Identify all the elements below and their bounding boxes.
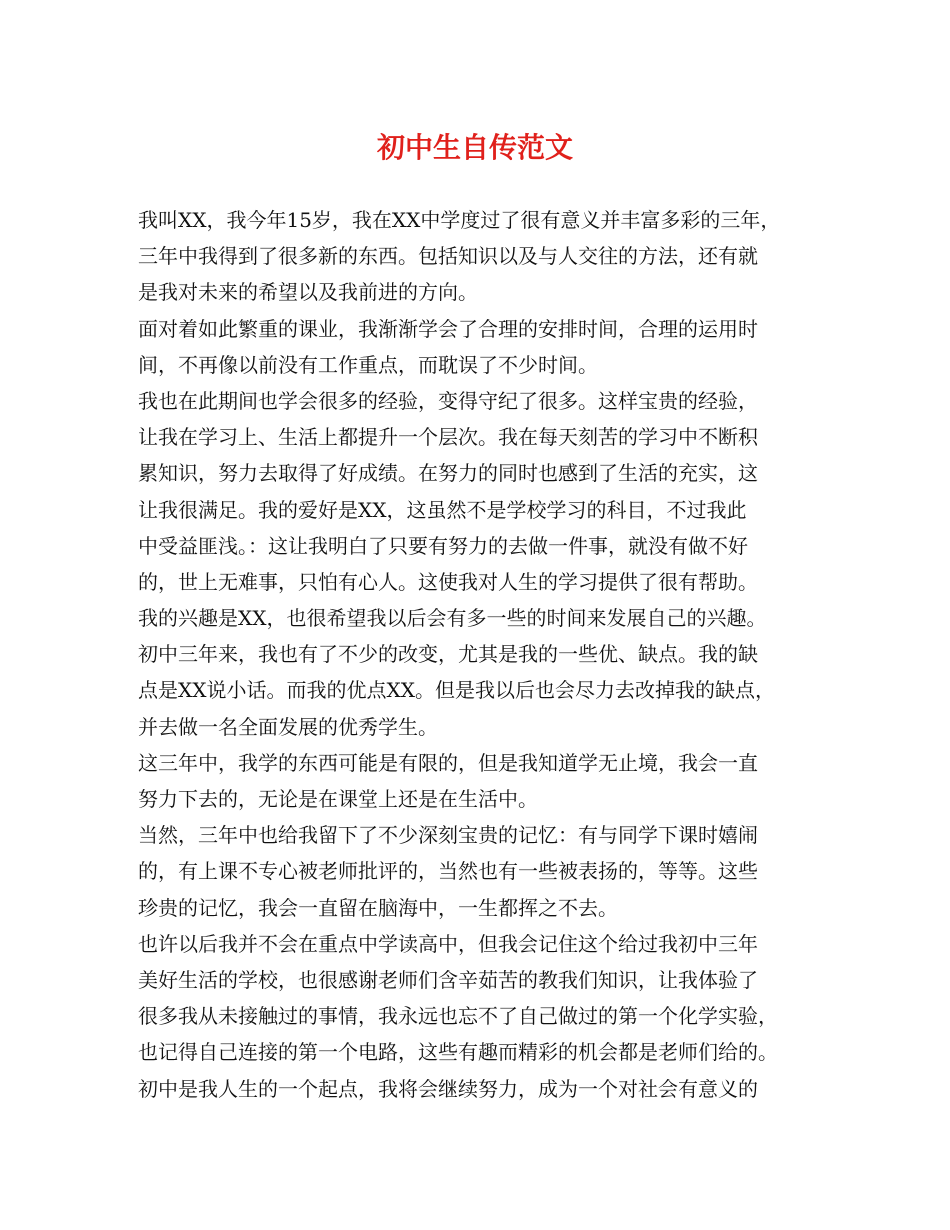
- text-line: 也记得自己连接的第一个电路，这些有趣而精彩的机会都是老师们给的。: [138, 1040, 778, 1065]
- text-line: 美好生活的学校，也很感谢老师们含辛茹苦的教我们知识，让我体验了: [138, 967, 758, 992]
- text-line: 三年中我得到了很多新的东西。包括知识以及与人交往的方法，还有就: [138, 244, 758, 269]
- text-line: 很多我从未接触过的事情，我永远也忘不了自己做过的第一个化学实验，: [138, 1004, 778, 1029]
- text-line: 让我在学习上、生活上都提升一个层次。我在每天刻苦的学习中不断积: [138, 425, 758, 450]
- text-line: 让我很满足。我的爱好是XX，这虽然不是学校学习的科目，不过我此: [138, 497, 747, 522]
- text-line: 珍贵的记忆，我会一直留在脑海中，一生都挥之不去。: [138, 895, 618, 920]
- text-line: 点是XX说小话。而我的优点XX。但是我以后也会尽力去改掉我的缺点，: [138, 678, 775, 703]
- text-line: 我叫XX，我今年15岁，我在XX中学度过了很有意义并丰富多彩的三年，: [138, 208, 781, 232]
- text-line: 当然，三年中也给我留下了不少深刻宝贵的记忆：有与同学下课时嬉闹: [138, 823, 758, 848]
- text-line: 初中三年来，我也有了不少的改变，尤其是我的一些优、缺点。我的缺: [138, 642, 758, 667]
- text-line: 间，不再像以前没有工作重点，而耽误了不少时间。: [138, 352, 598, 377]
- text-line: 是我对未来的希望以及我前进的方向。: [138, 280, 478, 305]
- text-line: 的，世上无难事，只怕有心人。这使我对人生的学习提供了很有帮助。: [138, 569, 758, 594]
- text-line: 我的兴趣是XX，也很希望我以后会有多一些的时间来发展自己的兴趣。: [138, 606, 767, 631]
- text-line: 中受益匪浅。：这让我明白了只要有努力的去做一件事，就没有做不好: [138, 533, 748, 558]
- text-line: 初中是我人生的一个起点，我将会继续努力，成为一个对社会有意义的: [138, 1076, 758, 1101]
- text-line: 并去做一名全面发展的优秀学生。: [138, 714, 438, 739]
- text-line: 的，有上课不专心被老师批评的，当然也有一些被表扬的，等等。这些: [138, 859, 758, 884]
- text-line: 这三年中，我学的东西可能是有限的，但是我知道学无止境，我会一直: [138, 750, 758, 775]
- text-line: 努力下去的，无论是在课堂上还是在生活中。: [138, 787, 538, 811]
- text-line: 也许以后我并不会在重点中学读高中，但我会记住这个给过我初中三年: [138, 931, 758, 956]
- text-line: 面对着如此繁重的课业，我渐渐学会了合理的安排时间，合理的运用时: [138, 316, 758, 341]
- text-line: 我也在此期间也学会很多的经验，变得守纪了很多。这样宝贵的经验，: [138, 388, 758, 413]
- document-body: [138, 202, 838, 1107]
- text-line: 累知识，努力去取得了好成绩。在努力的同时也感到了生活的充实，这: [138, 461, 758, 486]
- document-title: 初中生自传范文: [376, 131, 573, 164]
